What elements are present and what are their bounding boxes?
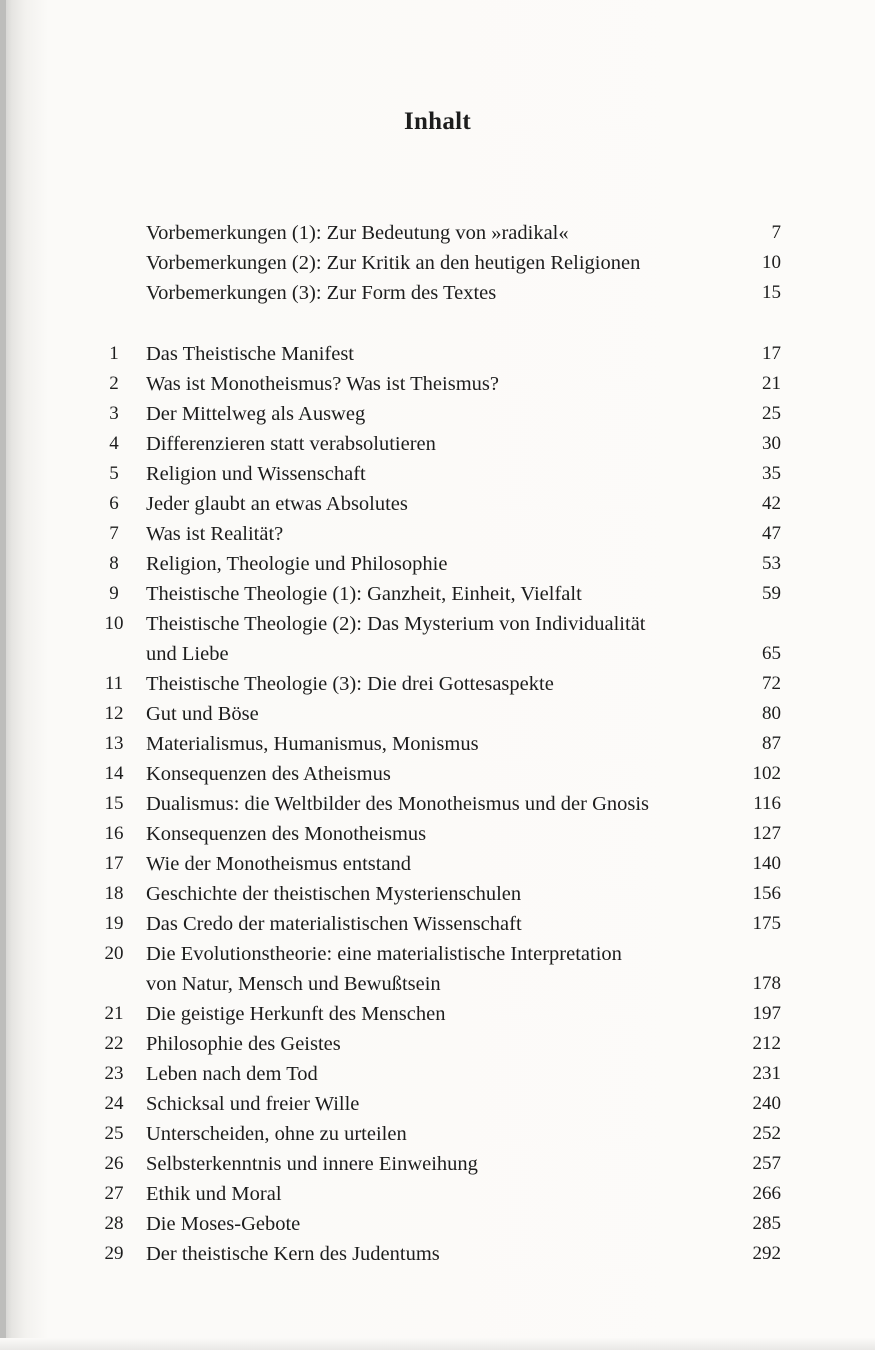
toc-entry-title: Wie der Monotheismus entstand	[146, 853, 412, 875]
toc-chapter-entry	[0, 459, 875, 489]
toc-entry-title: Unterscheiden, ohne zu urteilen	[146, 1123, 407, 1145]
toc-entry-page: 252	[752, 1123, 781, 1144]
toc-chapter-number: 25	[104, 1123, 124, 1144]
toc-entry-title: Die Moses-Gebote	[146, 1213, 301, 1235]
toc-chapter-entry	[0, 369, 875, 399]
toc-chapter-number: 20	[104, 943, 124, 964]
toc-entry-title: Vorbemerkungen (1): Zur Bedeutung von »radikal«	[146, 222, 569, 244]
toc-chapter-entry	[0, 939, 875, 969]
toc-chapter-entry	[0, 699, 875, 729]
toc-entry-page: 197	[752, 1003, 781, 1024]
toc-entry-page: 127	[752, 823, 781, 844]
toc-chapter-number: 24	[104, 1093, 124, 1114]
toc-entry-title: Das Credo der materialistischen Wissenschaft	[146, 913, 522, 935]
toc-chapter-number: 10	[104, 613, 124, 634]
toc-chapter-entry-continued	[0, 639, 875, 669]
toc-chapter-entry	[0, 1209, 875, 1239]
toc-entry-page: 292	[752, 1243, 781, 1264]
toc-entry-title: Theistische Theologie (3): Die drei Gottesaspekte	[146, 673, 554, 695]
toc-chapter-entry	[0, 549, 875, 579]
toc-entry-title: Theistische Theologie (2): Das Mysterium von Individualität	[146, 613, 646, 635]
toc-entry-title: Religion und Wissenschaft	[146, 463, 366, 485]
toc-entry-page: 257	[752, 1153, 781, 1174]
toc-entry-page: 240	[752, 1093, 781, 1114]
toc-chapter-entry	[0, 909, 875, 939]
toc-entry-page: 156	[752, 883, 781, 904]
toc-entry-page: 17	[762, 343, 781, 364]
toc-chapter-entry	[0, 1089, 875, 1119]
toc-chapter-entry	[0, 729, 875, 759]
toc-entry-title: Jeder glaubt an etwas Absolutes	[146, 493, 408, 515]
toc-entry-title: Differenzieren statt verabsolutieren	[146, 433, 436, 455]
toc-entry-page: 285	[752, 1213, 781, 1234]
toc-chapter-number: 8	[109, 553, 119, 574]
toc-preface-entry	[0, 278, 875, 308]
toc-entry-title: Selbsterkenntnis und innere Einweihung	[146, 1153, 478, 1175]
toc-chapter-number: 29	[104, 1243, 124, 1264]
toc-entry-page: 80	[762, 703, 781, 724]
toc-entry-title: Theistische Theologie (1): Ganzheit, Einheit, Vielfalt	[146, 583, 582, 605]
toc-entry-title: Vorbemerkungen (2): Zur Kritik an den heutigen Religionen	[146, 252, 641, 274]
toc-chapter-entry	[0, 1119, 875, 1149]
toc-entry-page: 87	[762, 733, 781, 754]
toc-entry-title: Die Evolutionstheorie: eine materialistische Interpretation	[146, 943, 622, 965]
toc-chapter-number: 16	[104, 823, 124, 844]
toc-entry-title: Geschichte der theistischen Mysterienschulen	[146, 883, 522, 905]
toc-entry-title: Materialismus, Humanismus, Monismus	[146, 733, 479, 755]
toc-entry-title: Religion, Theologie und Philosophie	[146, 553, 448, 575]
toc-chapter-number: 28	[104, 1213, 124, 1234]
toc-preface-entry	[0, 218, 875, 248]
toc-chapter-entry	[0, 819, 875, 849]
toc-chapter-number: 18	[104, 883, 124, 904]
toc-entry-page: 30	[762, 433, 781, 454]
toc-entry-title: Was ist Monotheismus? Was ist Theismus?	[146, 373, 499, 395]
toc-entry-page: 212	[752, 1033, 781, 1054]
toc-entry-page: 65	[762, 643, 781, 664]
toc-chapter-number: 5	[109, 463, 119, 484]
toc-chapter-entry	[0, 849, 875, 879]
toc-entry-page: 53	[762, 553, 781, 574]
toc-entry-title: Konsequenzen des Monotheismus	[146, 823, 427, 845]
toc-entry-page: 25	[762, 403, 781, 424]
toc-entry-title: Konsequenzen des Atheismus	[146, 763, 391, 785]
toc-chapter-number: 11	[104, 673, 124, 694]
toc-entry-page: 47	[762, 523, 781, 544]
toc-entry-page: 59	[762, 583, 781, 604]
toc-chapter-number: 3	[109, 403, 119, 424]
toc-chapter-entry	[0, 669, 875, 699]
toc-entry-page: 116	[753, 793, 781, 814]
toc-chapter-number: 7	[109, 523, 119, 544]
toc-chapter-number: 15	[104, 793, 124, 814]
toc-entry-page: 178	[752, 973, 781, 994]
toc-entry-page: 72	[762, 673, 781, 694]
toc-chapter-entry	[0, 999, 875, 1029]
toc-entry-title: Ethik und Moral	[146, 1183, 282, 1205]
toc-entry-title: Leben nach dem Tod	[146, 1063, 318, 1085]
toc-chapter-number: 23	[104, 1063, 124, 1084]
toc-chapter-number: 6	[109, 493, 119, 514]
toc-entry-page: 175	[752, 913, 781, 934]
toc-chapter-number: 14	[104, 763, 124, 784]
toc-chapter-number: 26	[104, 1153, 124, 1174]
toc-entry-title: Das Theistische Manifest	[146, 343, 354, 365]
toc-chapter-entry	[0, 399, 875, 429]
toc-entry-title: Der Mittelweg als Ausweg	[146, 403, 366, 425]
toc-entry-title: Schicksal und freier Wille	[146, 1093, 360, 1115]
toc-chapter-entry	[0, 579, 875, 609]
toc-entry-page: 35	[762, 463, 781, 484]
toc-entry-title: Was ist Realität?	[146, 523, 284, 545]
toc-entry-title: Dualismus: die Weltbilder des Monotheismus und der Gnosis	[146, 793, 650, 815]
toc-entry-title: Der theistische Kern des Judentums	[146, 1243, 440, 1265]
toc-entry-title-continued: von Natur, Mensch und Bewußtsein	[146, 973, 441, 995]
toc-chapter-entry-continued	[0, 969, 875, 999]
toc-chapter-entry	[0, 489, 875, 519]
toc-chapter-entry	[0, 519, 875, 549]
toc-chapter-entry	[0, 759, 875, 789]
toc-chapter-entry	[0, 429, 875, 459]
toc-entry-page: 7	[771, 222, 781, 243]
toc-entry-page: 21	[762, 373, 781, 394]
toc-chapter-number: 4	[109, 433, 119, 454]
toc-entry-page: 140	[752, 853, 781, 874]
toc-chapter-number: 17	[104, 853, 124, 874]
toc-chapter-entry	[0, 1239, 875, 1269]
toc-chapter-number: 13	[104, 733, 124, 754]
toc-entry-title: Die geistige Herkunft des Menschen	[146, 1003, 446, 1025]
toc-entry-title: Gut und Böse	[146, 703, 259, 725]
toc-chapter-entry	[0, 339, 875, 369]
toc-entry-title: Philosophie des Geistes	[146, 1033, 341, 1055]
toc-entry-page: 266	[752, 1183, 781, 1204]
toc-chapter-number: 22	[104, 1033, 124, 1054]
toc-chapter-number: 9	[109, 583, 119, 604]
toc-chapter-number: 12	[104, 703, 124, 724]
toc-chapter-entry	[0, 1029, 875, 1059]
toc-chapter-number: 21	[104, 1003, 124, 1024]
toc-chapter-entry	[0, 789, 875, 819]
toc-entry-title: Vorbemerkungen (3): Zur Form des Textes	[146, 282, 497, 304]
toc-entry-page: 15	[762, 282, 781, 303]
toc-chapter-number: 19	[104, 913, 124, 934]
toc-chapter-number: 1	[109, 343, 119, 364]
toc-chapter-entry	[0, 1149, 875, 1179]
page-title: Inhalt	[403, 108, 472, 135]
toc-entry-title-continued: und Liebe	[146, 643, 229, 665]
toc-chapter-entry	[0, 609, 875, 639]
toc-chapter-number: 2	[109, 373, 119, 394]
toc-preface-entry	[0, 248, 875, 278]
toc-entry-page: 42	[762, 493, 781, 514]
toc-chapter-number: 27	[104, 1183, 124, 1204]
toc-entry-page: 231	[752, 1063, 781, 1084]
toc-entry-page: 102	[752, 763, 781, 784]
toc-entry-page: 10	[762, 252, 781, 273]
toc-chapter-entry	[0, 1179, 875, 1209]
toc-chapter-entry	[0, 879, 875, 909]
toc-chapter-entry	[0, 1059, 875, 1089]
